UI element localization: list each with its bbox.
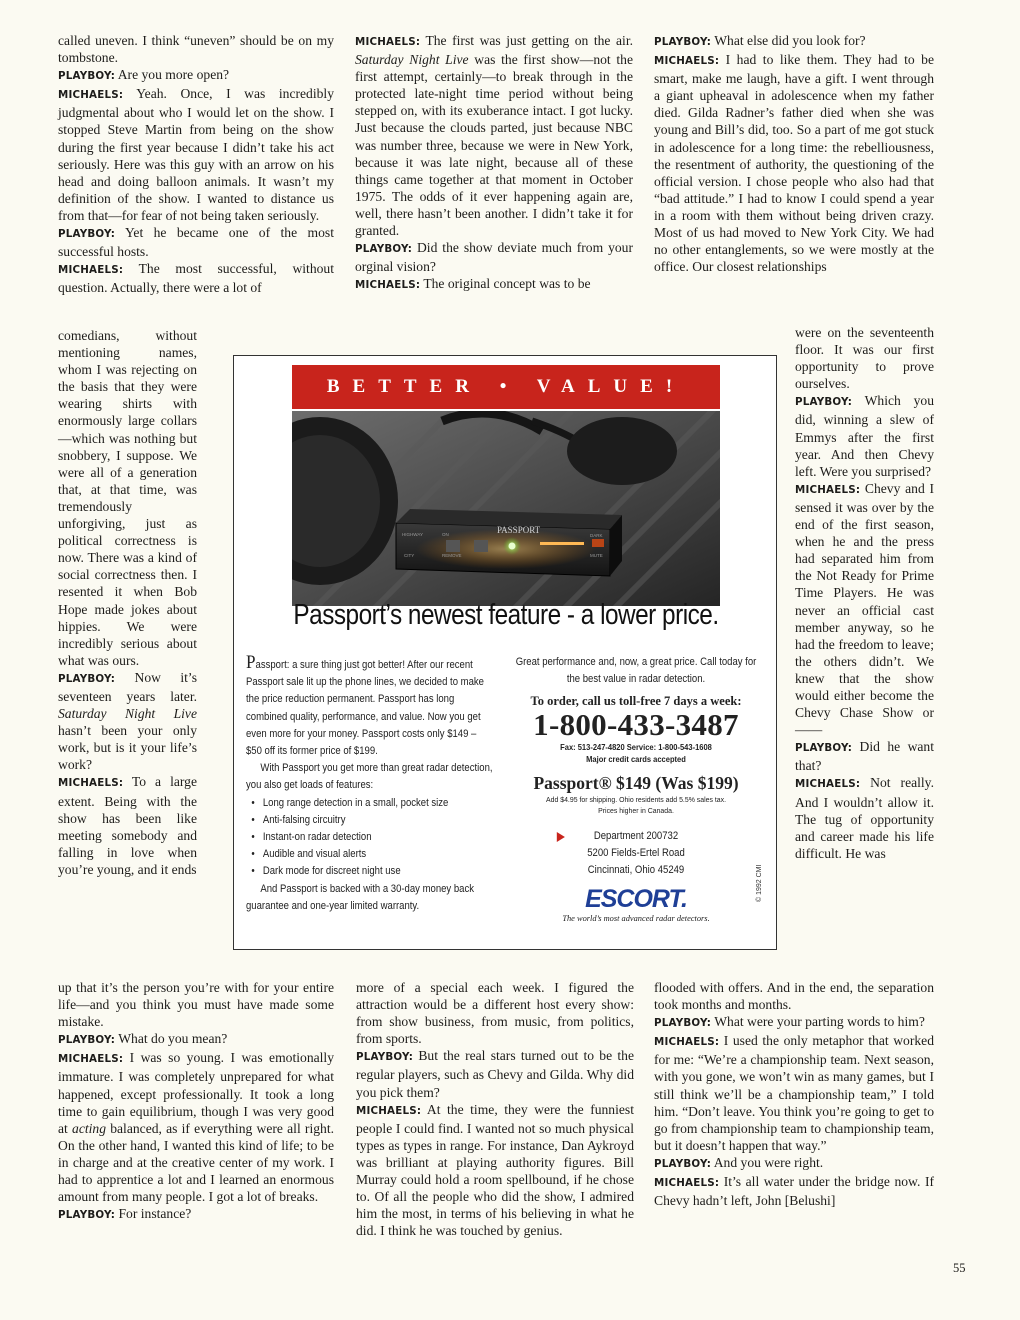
- ad-address-line-1: 5200 Fields-Ertel Road: [587, 847, 685, 859]
- paragraph-text: balanced, as if everything were all right. On the other hand, I wanted this kind of life; to be in charge and at the creative center of my work. I had to apprentice a lot and I learned an enormous amount from many people. I got a lot of breaks.: [58, 1120, 334, 1205]
- article-paragraph: [58, 224, 334, 260]
- article-paragraph: [654, 1013, 934, 1032]
- paragraph-text: called uneven. I think “uneven” should be on my tombstone.: [58, 33, 334, 66]
- ad-copyright: © 1992 CMI: [756, 864, 763, 902]
- paragraph-text: Yet he became one of the most successful hosts.: [58, 225, 334, 260]
- article-paragraph: [355, 32, 633, 239]
- ad-order-heading: To order, call us toll-free 7 days a week:: [530, 694, 742, 708]
- device-label-mute: MUTE: [590, 553, 603, 558]
- speaker-label: MICHAELS:: [795, 483, 861, 496]
- ad-body-paragraph-3: And Passport is backed with a 30-day money back guarantee and one-year limited warranty.: [246, 882, 474, 912]
- article-paragraph: [58, 1030, 334, 1049]
- speaker-label: MICHAELS:: [654, 1036, 720, 1049]
- paragraph-text: hasn’t been your only work, but is it your life’s work?: [58, 723, 197, 773]
- paragraph-text: were on the seventeenth floor. It was our first opportunity to prove ourselves.: [795, 325, 934, 392]
- device-label-highway: HIGHWAY: [402, 532, 423, 537]
- article-paragraph: [356, 979, 634, 1047]
- page-number: 55: [953, 1261, 966, 1275]
- device-label-on: ON: [442, 532, 449, 537]
- column-1-top: [58, 32, 334, 296]
- paragraph-text: To a large extent. Being with the show has been like meeting somebody and falling in love when you’re young, and it ends: [58, 774, 197, 877]
- article-paragraph: [795, 774, 934, 861]
- paragraph-text: At the time, they were the funniest people I could find. I wanted not so much physical types as types in range. For instance, Dan Aykroyd was brilliant at playing authority figures. Bill Murray could hold a room spellbound, if he chose to. Of all the people who did the show, I admired him the most, in terms of his believing in what he did. I think he was touched by genius.: [356, 1101, 634, 1239]
- speaker-label: MICHAELS:: [58, 89, 124, 102]
- italic-title: Saturday Night Live: [58, 706, 197, 722]
- ad-feature-item: • Dark mode for discreet night use: [251, 863, 493, 880]
- paragraph-text: What were your parting words to him?: [714, 1014, 925, 1030]
- article-paragraph: [58, 1049, 334, 1205]
- article-paragraph: [654, 1173, 934, 1209]
- paragraph-text: And you were right.: [713, 1154, 824, 1170]
- escort-passport-advertisement: [233, 355, 777, 950]
- paragraph-text: The original concept was to be: [423, 276, 591, 292]
- speaker-label: MICHAELS:: [654, 1177, 720, 1190]
- article-paragraph: [58, 669, 197, 774]
- device-label-dark: DARK: [590, 533, 603, 538]
- paragraph-text: flooded with offers. And in the end, the separation took months and months.: [654, 980, 934, 1013]
- paragraph-text: Which you did, winning a slew of Emmys after the first year. And then Chevy left. Were you surprised?: [795, 393, 934, 479]
- speaker-label: MICHAELS:: [356, 1104, 422, 1117]
- radar-detector-photo: [292, 411, 720, 606]
- device-brand-label: PASSPORT: [497, 525, 541, 535]
- paragraph-text: I had to like them. They had to be smart, make me laugh, have a gift. I went through a giant upheaval in adolescence when my father died. Gilda Radner’s father died when she was young and Bill’s did, too. So a part of me got stuck in adolescence for a long time: the rebelliousness, the resentment of authority, the questioning of the official version. I chose people who also had that “bad attitude.” I had to know I could spend a year in a room with them without being driven crazy. Most of us had moved to New York City. We had no other entanglements, so we were mostly at the office. Our closest relationships: [654, 52, 934, 275]
- speaker-label: MICHAELS:: [654, 55, 720, 68]
- paragraph-text: What else did you look for?: [714, 33, 866, 48]
- radar-detector-illustration: [292, 411, 720, 606]
- speaker-label: PLAYBOY:: [795, 396, 853, 409]
- ad-feature-item: • Long range detection in a small, pocket size: [251, 795, 493, 812]
- paragraph-text: Yeah. Once, I was incredibly judgmental about who I would let on the show. I stopped Steve Martin from being on the show during the first year because I didn’t take his act seriously. Here was this guy with an arrow on his head and doing balloon animals. It wasn’t my definition of the show. I wanted to distance us from that—for fear of not being taken seriously.: [58, 86, 334, 223]
- paragraph-text: What do you mean?: [118, 1031, 228, 1047]
- column-1-wrap: [58, 327, 197, 878]
- speaker-label: PLAYBOY:: [795, 742, 853, 755]
- paragraph-text: The most successful, without question. Actually, there were a lot of: [58, 261, 334, 296]
- article-paragraph: [58, 85, 334, 224]
- ad-headline: Passport’s newest feature - a lower price.: [293, 599, 719, 631]
- paragraph-text: It’s all water under the bridge now. If Chevy hadn’t left, John [Belushi]: [654, 1174, 934, 1209]
- paragraph-text: Did he want that?: [795, 739, 934, 774]
- ad-mailing-address: [515, 828, 756, 879]
- device-label-city: CITY: [404, 553, 415, 558]
- speaker-label: PLAYBOY:: [58, 70, 116, 83]
- ad-body-paragraph-1: assport: a sure thing just got better! After our recent Passport sale lit up the phone lines, we decided to make the price reduction permanent. Passport has long combined quality, performance, and value. Now you get even more for your money. Passport costs only $149 – $50 off its former price of $199.: [246, 659, 484, 758]
- column-3-bottom: [654, 979, 934, 1209]
- article-paragraph: [654, 1032, 934, 1154]
- article-paragraph: [58, 773, 197, 878]
- speaker-label: MICHAELS:: [58, 1053, 124, 1066]
- ad-banner: BETTER • VALUE!: [292, 365, 720, 409]
- ad-feature-item: • Anti-falsing circuitry: [251, 812, 493, 829]
- paragraph-text: up that it’s the person you’re with for your entire life—and you think you must have made some mistake.: [58, 980, 334, 1030]
- speaker-label: PLAYBOY:: [58, 228, 116, 241]
- article-paragraph: [58, 32, 334, 66]
- speaker-label: PLAYBOY:: [654, 1017, 712, 1030]
- speaker-label: PLAYBOY:: [355, 243, 413, 256]
- ad-right-intro: Great performance and, now, a great price. Call today for the best value in radar detection.: [515, 656, 757, 685]
- column-2-bottom: [356, 979, 634, 1239]
- speaker-label: PLAYBOY:: [58, 672, 116, 685]
- column-3-top: [654, 32, 934, 275]
- paragraph-text: Did the show deviate much from your orginal vision?: [355, 240, 633, 275]
- speaker-label: PLAYBOY:: [654, 1157, 712, 1170]
- column-1-bottom: [58, 979, 334, 1224]
- article-paragraph: [356, 1047, 634, 1100]
- column-2-top: [355, 32, 633, 294]
- ad-price: Passport® $149 (Was $199): [533, 773, 739, 793]
- article-paragraph: [58, 979, 334, 1030]
- article-paragraph: [654, 979, 934, 1013]
- paragraph-text: Chevy and I sensed it was over by the end of the first season, when he and the press had separated him from the Not Ready for Prime Time Players. He was never an official cast member anyway, so he had the freedom to leave; the others didn’t. We knew that the show would either become the Chevy Chase Show or——: [795, 480, 934, 738]
- ad-credit-cards: Major credit cards accepted: [586, 754, 686, 764]
- article-paragraph: [795, 480, 934, 738]
- speaker-label: MICHAELS:: [58, 264, 124, 277]
- speaker-label: MICHAELS:: [795, 778, 861, 791]
- paragraph-text: Not really. And I wouldn’t allow it. The tug of opportunity and career made his life difficult. He was: [795, 775, 934, 861]
- article-paragraph: [58, 66, 334, 85]
- article-paragraph: [654, 32, 934, 51]
- speaker-label: PLAYBOY:: [654, 36, 712, 48]
- ad-phone-number: 1-800-433-3487: [533, 707, 739, 742]
- ad-feature-item: • Instant-on radar detection: [251, 829, 493, 846]
- italic-title: Saturday Night Live: [355, 52, 469, 68]
- speaker-label: PLAYBOY:: [58, 1034, 116, 1047]
- paragraph-text: The first was just getting on the air.: [425, 33, 633, 48]
- device-label-remove: REMOVE: [442, 553, 462, 558]
- paragraph-text: was the first show—not the first attempt, certainly—to break through in the protected late-night time period without being stepped on, with its exuberance intact. I got lucky. Just because the clouds parted, just because NBC was number three, because we were in New York, because it was late night, because all of these things came together at that moment in October 1975. The odds of it ever happening again are, well, there hasn’t been another. I didn’t take it for granted.: [355, 52, 633, 239]
- ad-canada-note: Prices higher in Canada.: [598, 806, 674, 815]
- escort-tagline: The world’s most advanced radar detectors.: [562, 914, 710, 923]
- paragraph-text: Are you more open?: [117, 67, 230, 83]
- ad-address-line-2: Cincinnati, Ohio 45249: [587, 864, 685, 876]
- ad-fax-service: Fax: 513-247-4820 Service: 1-800-543-1608: [560, 742, 712, 752]
- article-paragraph: [355, 275, 633, 294]
- red-arrow-icon: [557, 832, 565, 842]
- speaker-label: MICHAELS:: [355, 279, 421, 292]
- article-paragraph: [58, 1205, 334, 1224]
- paragraph-text: comedians, without mentioning names, whom I was rejecting on the basis that they were wearing shirts with enormously large collars—which was nothing but snobbery, I suppose. We were all of a generation that, at that time, was tremendously unforgiving, just as political correctness is now. There was a kind of social correctness then. I resented it when Bob Hope made jokes about hippies. We were incredibly serious about what was ours.: [58, 328, 197, 668]
- speaker-label: PLAYBOY:: [58, 1209, 116, 1222]
- article-paragraph: [654, 1154, 934, 1173]
- article-paragraph: [356, 1101, 634, 1240]
- ad-feature-item: • Audible and visual alerts: [251, 846, 493, 863]
- paragraph-text: But the real stars turned out to be the regular players, such as Chevy and Gilda. Why did you pick them?: [356, 1048, 634, 1100]
- italic-title: acting: [72, 1120, 107, 1136]
- ad-feature-list: [251, 795, 493, 881]
- article-paragraph: [58, 260, 334, 296]
- paragraph-text: more of a special each week. I figured the attraction would be a different host every show: from show business, from music, from politics, from sports.: [356, 980, 634, 1047]
- paragraph-text: For instance?: [118, 1206, 192, 1222]
- ad-order-panel: [502, 654, 770, 923]
- paragraph-text: I was so young. I was emotionally immature. I was completely unprepared for what happened, except professionally. It took a long time to gain equilibrium, though I was very good at: [58, 1050, 334, 1136]
- paragraph-text: I used the only metaphor that worked for me: “We’re a championship team. Next season, with you gone, we won’t win as many games, but I still think we’ll be a championship team,” I told him. “Don’t leave. You think you’re going to get to go from championship team to championship team, but it doesn’t happen that way.”: [654, 1033, 934, 1153]
- article-paragraph: [654, 51, 934, 275]
- ad-body-copy: [246, 654, 494, 915]
- article-paragraph: [355, 239, 633, 275]
- ad-dropcap: P: [246, 652, 256, 673]
- column-3-wrap: [795, 324, 934, 862]
- article-paragraph: [795, 324, 934, 392]
- article-paragraph: [58, 327, 197, 669]
- ad-body-paragraph-2: With Passport you get more than great radar detection, you also get loads of features:: [246, 762, 493, 792]
- ad-shipping-note: Add $4.95 for shipping. Ohio residents add 5.5% sales tax.: [546, 795, 726, 804]
- paragraph-text: Now it’s seventeen years later.: [58, 669, 197, 704]
- escort-logo: ESCORT.: [585, 885, 687, 913]
- article-paragraph: [795, 392, 934, 479]
- article-paragraph: [795, 738, 934, 774]
- speaker-label: MICHAELS:: [355, 36, 421, 48]
- speaker-label: MICHAELS:: [58, 777, 124, 790]
- speaker-label: PLAYBOY:: [356, 1051, 414, 1064]
- ad-department: Department 200732: [593, 830, 679, 842]
